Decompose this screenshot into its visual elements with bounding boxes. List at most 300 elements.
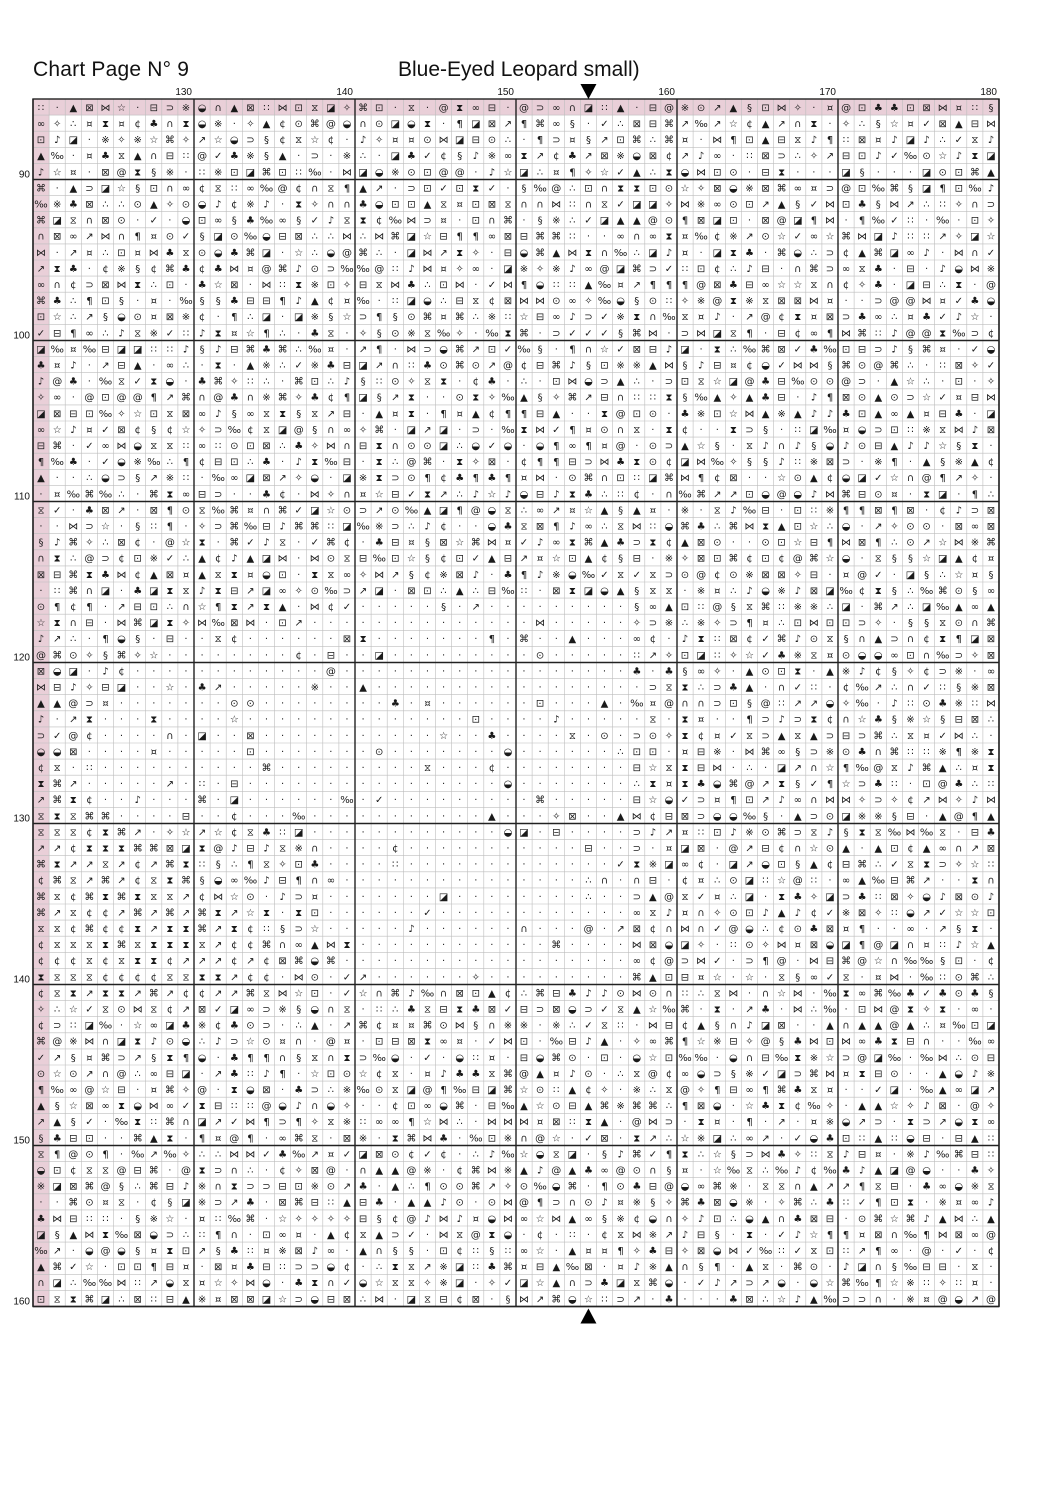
stitch-symbol: ‰ (405, 505, 418, 516)
stitch-symbol: ¶ (843, 763, 849, 774)
stitch-symbol: ※ (101, 135, 109, 146)
stitch-symbol: ⊡ (407, 1101, 415, 1112)
stitch-symbol: ⊠ (166, 312, 174, 323)
stitch-symbol: ♪ (263, 844, 269, 855)
stitch-symbol: · (893, 167, 896, 178)
stitch-symbol: ⌘ (52, 441, 62, 452)
stitch-symbol: ⧖ (907, 860, 914, 871)
stitch-symbol: · (603, 1069, 606, 1080)
stitch-symbol: ⊠ (826, 924, 834, 935)
stitch-symbol: · (410, 860, 413, 871)
stitch-symbol: · (426, 103, 429, 114)
stitch-symbol: ✧ (906, 1101, 914, 1112)
stitch-symbol: ⊙ (439, 1021, 447, 1032)
stitch-symbol: ⊠ (777, 570, 785, 581)
stitch-symbol: ↗ (214, 956, 222, 967)
stitch-symbol: ⧖ (520, 522, 527, 533)
stitch-symbol: · (603, 232, 606, 243)
stitch-symbol: ⊟ (343, 457, 351, 468)
stitch-symbol: ⋈ (600, 457, 610, 468)
stitch-symbol: ⌘ (632, 1101, 642, 1112)
stitch-symbol: · (394, 183, 397, 194)
stitch-symbol: ◒ (198, 1053, 207, 1064)
stitch-symbol: · (426, 876, 429, 887)
stitch-symbol: ⌘ (310, 522, 320, 533)
stitch-symbol: ¤ (682, 232, 688, 243)
stitch-symbol: ↗ (375, 505, 383, 516)
stitch-symbol: ⊡ (488, 344, 496, 355)
stitch-symbol: ⧗ (150, 940, 157, 951)
stitch-symbol: ♪ (746, 264, 752, 275)
stitch-symbol: ✓ (761, 1069, 769, 1080)
stitch-symbol: ¶ (859, 1182, 865, 1193)
stitch-symbol: ⊙ (649, 296, 657, 307)
stitch-symbol: ♪ (38, 715, 44, 726)
stitch-symbol: ▲ (617, 216, 625, 227)
stitch-symbol: · (506, 956, 509, 967)
stitch-symbol: · (925, 1069, 928, 1080)
stitch-symbol: · (120, 1133, 123, 1144)
stitch-symbol: ¤ (940, 296, 946, 307)
stitch-symbol: · (909, 1182, 912, 1193)
stitch-symbol: · (474, 908, 477, 919)
stitch-symbol: ♣ (729, 1294, 738, 1305)
stitch-symbol: ⊡ (842, 200, 850, 211)
stitch-symbol: ▲ (150, 570, 158, 581)
stitch-symbol: · (506, 940, 509, 951)
stitch-symbol: ⧖ (665, 683, 672, 694)
stitch-symbol: ¢ (279, 135, 285, 146)
stitch-symbol: · (555, 908, 558, 919)
stitch-symbol: ▲ (424, 200, 432, 211)
stitch-symbol: ¤ (457, 409, 463, 420)
stitch-symbol: ✓ (246, 538, 254, 549)
stitch-symbol: ⧗ (762, 522, 769, 533)
stitch-symbol: § (634, 602, 639, 613)
stitch-symbol: ⧗ (231, 1085, 238, 1096)
stitch-symbol: ‰ (550, 1037, 563, 1048)
stitch-symbol: ▲ (987, 1214, 995, 1225)
stitch-symbol: ‰ (517, 344, 530, 355)
stitch-symbol: · (925, 811, 928, 822)
stitch-symbol: · (732, 1262, 735, 1273)
stitch-symbol: ♣ (970, 296, 979, 307)
stitch-symbol: ∞ (568, 296, 576, 307)
stitch-symbol: ∷ (923, 1278, 929, 1289)
stitch-symbol: ⊃ (874, 425, 882, 436)
stitch-symbol: ⧖ (939, 425, 946, 436)
stitch-symbol: ⊠ (375, 1149, 383, 1160)
stitch-symbol: ✓ (890, 860, 898, 871)
stitch-symbol: @ (197, 151, 207, 162)
stitch-symbol: ▲ (552, 409, 560, 420)
stitch-symbol: · (909, 972, 912, 983)
stitch-symbol: ⊃ (761, 731, 769, 742)
stitch-symbol: @ (101, 1182, 111, 1193)
stitch-symbol: ⌘ (648, 1101, 658, 1112)
stitch-symbol: ⊠ (681, 811, 689, 822)
stitch-symbol: ∷ (473, 1246, 479, 1257)
stitch-symbol: ⌘ (52, 650, 62, 661)
column-label: 140 (336, 87, 353, 98)
stitch-symbol: ∞ (713, 151, 721, 162)
stitch-symbol: ✧ (230, 377, 238, 388)
stitch-symbol: · (571, 940, 574, 951)
stitch-symbol: · (394, 908, 397, 919)
stitch-symbol: § (135, 522, 140, 533)
stitch-symbol: ※ (311, 361, 319, 372)
stitch-symbol: ∴ (650, 1085, 656, 1096)
stitch-symbol: ⊃ (85, 280, 93, 291)
stitch-symbol: ↗ (117, 876, 125, 887)
stitch-symbol: ¤ (569, 135, 575, 146)
stitch-symbol: @ (181, 1166, 191, 1177)
stitch-symbol: ∷ (923, 232, 929, 243)
stitch-symbol: · (426, 393, 429, 404)
stitch-symbol: ∩ (601, 183, 608, 194)
stitch-symbol: § (908, 344, 913, 355)
stitch-symbol: ▲ (987, 602, 995, 613)
stitch-symbol: ⧗ (971, 1117, 978, 1128)
stitch-symbol: · (410, 827, 413, 838)
stitch-symbol: ‰ (920, 1085, 933, 1096)
stitch-symbol: · (329, 731, 332, 742)
stitch-symbol: · (184, 377, 187, 388)
stitch-symbol: ⧖ (263, 425, 270, 436)
stitch-symbol: ⊡ (85, 409, 93, 420)
stitch-symbol: ⧖ (37, 505, 44, 516)
stitch-symbol: ⊟ (890, 876, 898, 887)
stitch-symbol: · (442, 795, 445, 806)
stitch-symbol: ☆ (681, 183, 690, 194)
stitch-symbol: ♪ (263, 538, 269, 549)
stitch-symbol: · (265, 795, 268, 806)
stitch-symbol: ⧗ (70, 1294, 77, 1305)
stitch-symbol: · (539, 876, 542, 887)
stitch-symbol: ⧗ (392, 1133, 399, 1144)
stitch-symbol: ⊙ (713, 538, 721, 549)
stitch-symbol: ♣ (809, 344, 818, 355)
stitch-symbol: ⧗ (231, 570, 238, 581)
stitch-symbol: ⌘ (873, 988, 883, 999)
stitch-symbol: ∴ (617, 119, 623, 130)
stitch-symbol: ⧖ (343, 1005, 350, 1016)
stitch-symbol: ¢ (199, 183, 205, 194)
stitch-symbol: ∴ (682, 618, 688, 629)
stitch-symbol: ⋈ (809, 956, 819, 967)
stitch-symbol: ⊟ (665, 1246, 673, 1257)
stitch-symbol: ∷ (811, 505, 817, 516)
stitch-symbol: ‰ (904, 151, 917, 162)
stitch-symbol: · (764, 892, 767, 903)
stitch-symbol: ⊡ (246, 441, 254, 452)
stitch-symbol: ↗ (343, 1021, 351, 1032)
stitch-symbol: ◪ (294, 827, 303, 838)
stitch-symbol: ∩ (118, 232, 125, 243)
stitch-symbol: ⊡ (906, 650, 914, 661)
stitch-symbol: ※ (649, 1230, 657, 1241)
stitch-symbol: ⋈ (809, 1037, 819, 1048)
stitch-symbol: ¢ (392, 844, 398, 855)
stitch-symbol: · (281, 908, 284, 919)
stitch-symbol: ✧ (955, 200, 963, 211)
stitch-symbol: § (731, 1149, 736, 1160)
stitch-symbol: ‰ (228, 1214, 241, 1225)
stitch-symbol: ¤ (875, 972, 881, 983)
stitch-symbol: ↗ (761, 795, 769, 806)
stitch-symbol: ⊠ (697, 844, 705, 855)
stitch-symbol: ▲ (391, 1182, 399, 1193)
stitch-symbol: ∷ (279, 827, 285, 838)
stitch-symbol: ⊃ (423, 216, 431, 227)
stitch-symbol: ◪ (906, 280, 915, 291)
stitch-symbol: ♣ (793, 1085, 802, 1096)
stitch-symbol: ✓ (423, 1053, 431, 1064)
stitch-symbol: ∷ (859, 1133, 865, 1144)
stitch-symbol: · (362, 892, 365, 903)
stitch-symbol: ¶ (521, 280, 527, 291)
stitch-symbol: · (506, 972, 509, 983)
stitch-symbol: ♣ (487, 473, 496, 484)
stitch-symbol: · (667, 715, 670, 726)
stitch-symbol: § (296, 1005, 301, 1016)
stitch-symbol: ∷ (907, 747, 913, 758)
stitch-symbol: ⧗ (376, 473, 383, 484)
stitch-symbol: ◪ (519, 1278, 528, 1289)
stitch-symbol: ♪ (263, 876, 269, 887)
stitch-symbol: ∞ (633, 634, 641, 645)
stitch-symbol: ∩ (923, 1037, 930, 1048)
stitch-symbol: ⊃ (649, 683, 657, 694)
stitch-symbol: ⊡ (439, 280, 447, 291)
stitch-symbol: ◪ (358, 393, 367, 404)
stitch-symbol: ‰ (292, 811, 305, 822)
stitch-symbol: · (217, 1053, 220, 1064)
stitch-symbol: ⊟ (584, 844, 592, 855)
stitch-symbol: · (587, 972, 590, 983)
stitch-symbol: ⊃ (745, 1278, 753, 1289)
stitch-symbol: ↗ (53, 1246, 61, 1257)
stitch-symbol: ¢ (199, 264, 205, 275)
stitch-symbol: ∞ (890, 409, 898, 420)
stitch-symbol: · (522, 216, 525, 227)
stitch-symbol: ◒ (423, 296, 432, 307)
stitch-symbol: ◪ (85, 1021, 94, 1032)
stitch-symbol: ♪ (296, 1101, 302, 1112)
stitch-symbol: ‰ (711, 457, 724, 468)
stitch-symbol: § (135, 473, 140, 484)
stitch-symbol: ∷ (634, 393, 640, 404)
stitch-symbol: · (522, 779, 525, 790)
stitch-symbol: ⊟ (649, 876, 657, 887)
stitch-symbol: · (587, 731, 590, 742)
stitch-symbol: ⊟ (391, 489, 399, 500)
stitch-symbol: · (748, 538, 751, 549)
stitch-symbol: ⌘ (423, 457, 433, 468)
stitch-symbol: § (699, 1262, 704, 1273)
stitch-symbol: ⊙ (391, 328, 399, 339)
stitch-symbol: ⧗ (859, 827, 866, 838)
stitch-symbol: · (426, 811, 429, 822)
stitch-symbol: ∷ (988, 1133, 994, 1144)
stitch-symbol: ※ (874, 811, 882, 822)
stitch-symbol: ⧖ (810, 1085, 817, 1096)
stitch-symbol: ⌘ (278, 393, 288, 404)
column-label: 180 (980, 87, 997, 98)
stitch-symbol: ⊙ (407, 473, 415, 484)
stitch-symbol: ¶ (215, 1230, 221, 1241)
stitch-symbol: ⊠ (456, 988, 464, 999)
stitch-symbol: · (555, 666, 558, 677)
stitch-symbol: ☆ (504, 167, 513, 178)
stitch-symbol: · (249, 650, 252, 661)
stitch-symbol: ↗ (246, 586, 254, 597)
stitch-symbol: ◒ (471, 441, 480, 452)
stitch-symbol: ∩ (311, 876, 318, 887)
stitch-symbol: ※ (745, 1069, 753, 1080)
stitch-symbol: ∷ (988, 779, 994, 790)
stitch-symbol: ▲ (762, 409, 770, 420)
stitch-symbol: ⊠ (810, 940, 818, 951)
stitch-symbol: ⊃ (794, 1069, 802, 1080)
stitch-symbol: ⊙ (134, 312, 142, 323)
stitch-symbol: · (700, 1166, 703, 1177)
stitch-symbol: · (394, 747, 397, 758)
stitch-symbol: ↗ (246, 956, 254, 967)
stitch-symbol: ⋈ (326, 940, 336, 951)
stitch-symbol: ⊙ (745, 940, 753, 951)
stitch-symbol: ※ (198, 1021, 206, 1032)
stitch-symbol: ⋈ (455, 280, 465, 291)
stitch-symbol: ↗ (53, 634, 61, 645)
stitch-symbol: ⊠ (134, 1230, 142, 1241)
stitch-symbol: ⋈ (793, 361, 803, 372)
stitch-symbol: ⊠ (761, 570, 769, 581)
stitch-symbol: ⌘ (777, 183, 787, 194)
stitch-symbol: ⊡ (278, 167, 286, 178)
stitch-symbol: ⧗ (472, 183, 479, 194)
stitch-symbol: ◒ (810, 1278, 819, 1289)
stitch-symbol: · (619, 779, 622, 790)
stitch-symbol: ∷ (392, 860, 398, 871)
stitch-symbol: ⋈ (294, 972, 304, 983)
stitch-symbol: ∷ (263, 103, 269, 114)
stitch-symbol: ◒ (214, 248, 223, 259)
stitch-symbol: ¤ (762, 618, 768, 629)
stitch-symbol: ♣ (504, 570, 513, 581)
stitch-symbol: · (539, 328, 542, 339)
stitch-symbol: · (522, 602, 525, 613)
stitch-symbol: @ (36, 650, 46, 661)
stitch-symbol: ◪ (519, 167, 528, 178)
stitch-symbol: ⋈ (245, 1278, 255, 1289)
stitch-symbol: ⊃ (262, 1182, 270, 1193)
stitch-symbol: ¢ (199, 988, 205, 999)
stitch-symbol: ♪ (102, 666, 108, 677)
stitch-symbol: · (490, 683, 493, 694)
stitch-symbol: · (522, 731, 525, 742)
stitch-symbol: ↗ (214, 988, 222, 999)
stitch-symbol: ♣ (471, 1005, 480, 1016)
stitch-symbol: ⊃ (971, 328, 979, 339)
stitch-symbol: ¤ (521, 1262, 527, 1273)
stitch-symbol: ✓ (53, 731, 61, 742)
stitch-symbol: § (795, 860, 800, 871)
stitch-symbol: ⌘ (149, 1166, 159, 1177)
stitch-symbol: ⌘ (197, 924, 207, 935)
stitch-symbol: § (135, 1246, 140, 1257)
stitch-symbol: ↗ (69, 248, 77, 259)
stitch-symbol: ¢ (38, 876, 44, 887)
stitch-symbol: ¶ (135, 232, 141, 243)
stitch-symbol: ¢ (440, 151, 446, 162)
stitch-symbol: ✓ (729, 731, 737, 742)
stitch-symbol: ‰ (823, 425, 836, 436)
stitch-symbol: ⊙ (198, 248, 206, 259)
stitch-symbol: ◪ (616, 1278, 625, 1289)
stitch-symbol: ✧ (85, 683, 93, 694)
stitch-symbol: ⊙ (600, 731, 608, 742)
stitch-symbol: ▲ (939, 811, 947, 822)
stitch-symbol: ◒ (85, 1246, 94, 1257)
stitch-symbol: ⧖ (714, 505, 721, 516)
stitch-symbol: ⧖ (665, 763, 672, 774)
stitch-symbol: ⊟ (745, 280, 753, 291)
stitch-symbol: · (716, 425, 719, 436)
stitch-symbol: ⧖ (86, 956, 93, 967)
stitch-symbol: ☆ (890, 119, 899, 130)
stitch-symbol: ⊠ (488, 457, 496, 468)
stitch-symbol: ¢ (585, 1085, 591, 1096)
stitch-symbol: ⧗ (134, 892, 141, 903)
stitch-symbol: · (555, 892, 558, 903)
stitch-symbol: ◪ (246, 473, 255, 484)
stitch-symbol: ↗ (665, 1230, 673, 1241)
stitch-symbol: ⋈ (986, 795, 996, 806)
stitch-symbol: ⧖ (118, 151, 125, 162)
stitch-symbol: ¢ (457, 1294, 463, 1305)
stitch-symbol: · (362, 666, 365, 677)
stitch-symbol: · (136, 216, 139, 227)
stitch-symbol: ⧗ (102, 1230, 109, 1241)
stitch-symbol: ⋈ (503, 1117, 513, 1128)
stitch-symbol: § (763, 457, 768, 468)
stitch-symbol: · (152, 538, 155, 549)
stitch-symbol: ↗ (359, 344, 367, 355)
stitch-symbol: ⊃ (214, 489, 222, 500)
stitch-symbol: ∴ (457, 489, 463, 500)
stitch-symbol: ⊙ (230, 232, 238, 243)
stitch-symbol: ◪ (181, 844, 190, 855)
stitch-symbol: ⊟ (391, 1037, 399, 1048)
stitch-symbol: · (442, 119, 445, 130)
stitch-symbol: ‰ (34, 200, 47, 211)
stitch-symbol: ✓ (343, 1149, 351, 1160)
stitch-symbol: ¢ (328, 393, 334, 404)
stitch-symbol: ‰ (501, 1101, 514, 1112)
stitch-symbol: ⊟ (166, 1069, 174, 1080)
stitch-symbol: § (264, 151, 269, 162)
stitch-symbol: ⋈ (793, 988, 803, 999)
stitch-symbol: § (731, 1069, 736, 1080)
stitch-symbol: ✧ (955, 232, 963, 243)
stitch-symbol: · (378, 1101, 381, 1112)
stitch-symbol: ⌘ (809, 264, 819, 275)
stitch-symbol: ∞ (101, 1101, 109, 1112)
stitch-symbol: ▲ (69, 103, 77, 114)
stitch-symbol: ⌘ (761, 747, 771, 758)
stitch-symbol: ‰ (855, 1278, 868, 1289)
